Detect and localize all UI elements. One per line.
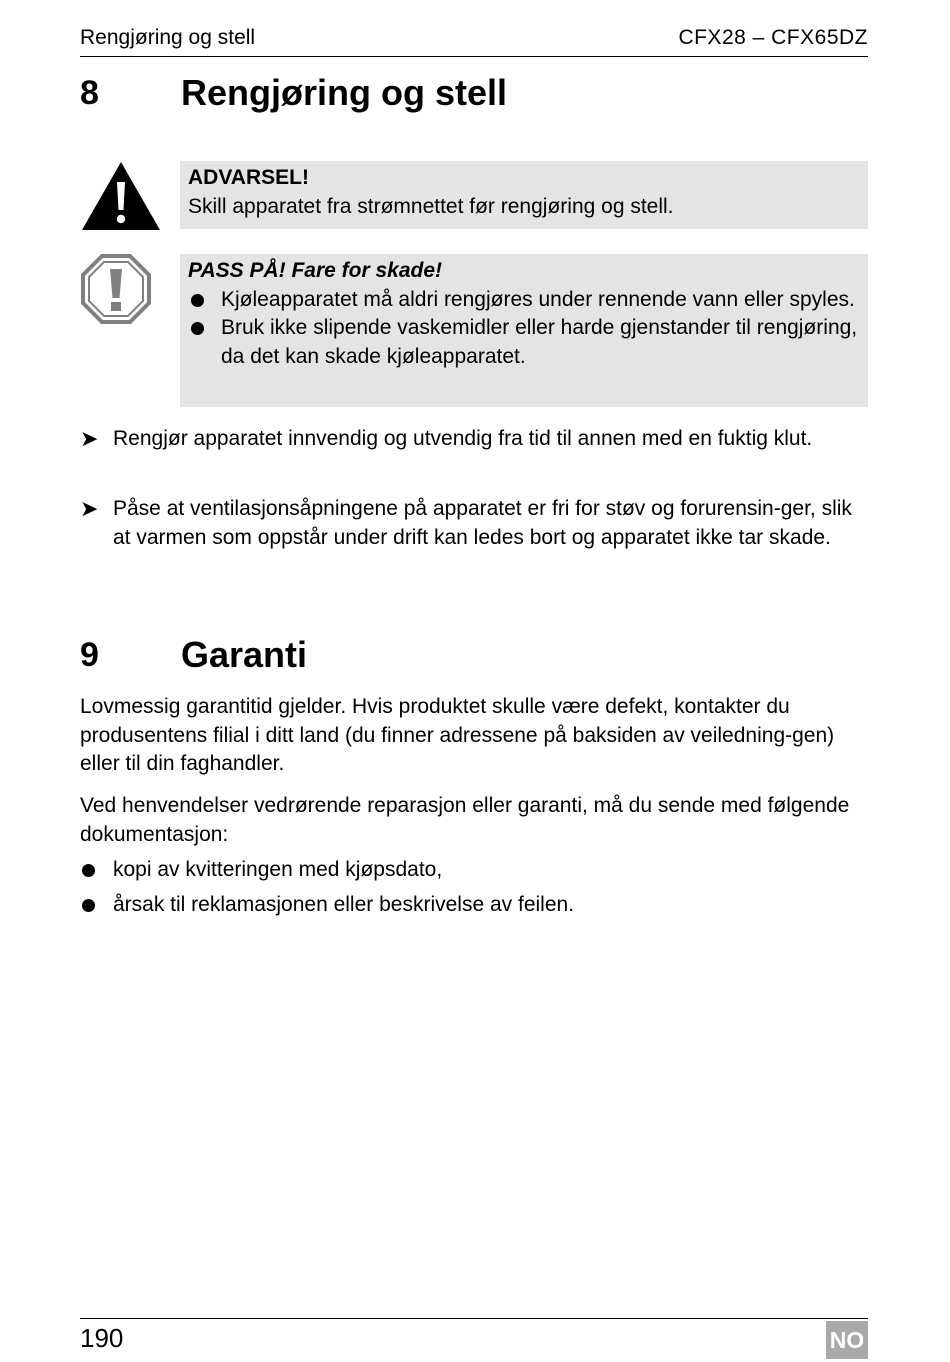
footer-rule <box>80 1318 868 1319</box>
running-header-model: CFX28 – CFX65DZ <box>678 26 868 49</box>
caution-bullet-text: Bruk ikke slipende vaskemidler eller harde gjenstander til rengjøring, da det kan skade kjøleapparatet. <box>221 316 858 368</box>
paragraph: Lovmessig garantitid gjelder. Hvis produktet skulle være defekt, kontakter du produsentens filial i ditt land (du finner adressene på baksiden av veiledning-gen) eller til din faghandler. <box>80 695 835 775</box>
running-header-title: Rengjøring og stell <box>80 26 256 49</box>
section-9-title: Garanti <box>181 634 308 675</box>
arrow-right-icon: ➤ <box>80 496 99 521</box>
arrow-right-icon: ➤ <box>80 426 99 451</box>
caution-bullet <box>188 314 858 371</box>
list-item <box>80 891 868 920</box>
section-8-title: Rengjøring og stell <box>181 72 508 113</box>
list-item <box>80 856 868 885</box>
caution-bullet-text: Kjøleapparatet må aldri rengjøres under rennende vann eller spyles. <box>221 287 855 311</box>
caution-octagon-icon <box>80 253 152 330</box>
bullet-dot-icon <box>82 899 95 912</box>
list-item-text: kopi av kvitteringen med kjøpsdato, <box>113 858 443 881</box>
instruction-step <box>80 425 868 454</box>
header-rule <box>80 56 868 57</box>
list-item-text: årsak til reklamasjonen eller beskrivelse av feilen. <box>113 893 575 916</box>
page-number: 190 <box>80 1323 124 1353</box>
bullet-dot-icon <box>191 294 204 307</box>
caution-bullet <box>188 286 858 315</box>
warning-text: Skill apparatet fra strømnettet før rengjøring og stell. <box>188 194 674 218</box>
instruction-step <box>80 495 868 552</box>
warning-notice <box>180 161 868 229</box>
language-tab: NO <box>826 1321 868 1359</box>
warning-title: ADVARSEL! <box>188 166 309 189</box>
warning-triangle-icon <box>80 160 162 237</box>
instruction-step-text: Rengjør apparatet innvendig og utvendig fra tid til annen med en fuktig klut. <box>113 427 813 450</box>
caution-notice <box>180 254 868 407</box>
caution-title: PASS PÅ! Fare for skade! <box>188 259 443 282</box>
section-9-number: 9 <box>80 636 99 674</box>
instruction-step-text: Påse at ventilasjonsåpningene på apparatet er fri for støv og forurensin-ger, slik at varmen som oppstår under drift kan ledes bort og apparatet ikke tar skade. <box>113 497 852 549</box>
section-8-number: 8 <box>80 74 99 112</box>
bullet-dot-icon <box>82 864 95 877</box>
paragraph: Ved henvendelser vedrørende reparasjon eller garanti, må du sende med følgende dokumentasjon: <box>80 794 850 846</box>
bullet-dot-icon <box>191 322 204 335</box>
